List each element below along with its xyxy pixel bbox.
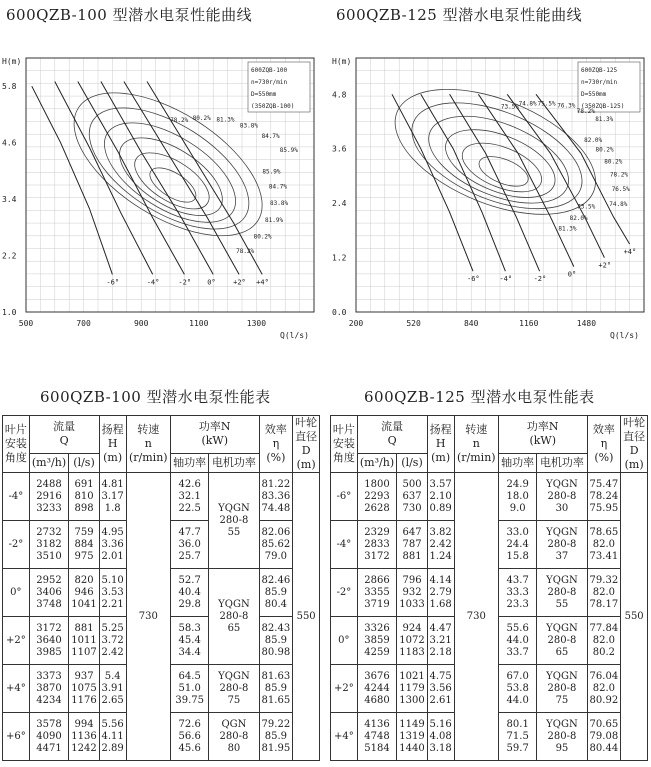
cell-shaft-power: 58.3 45.4 34.4 — [170, 617, 208, 665]
y-axis-label: H(m) — [2, 57, 22, 66]
cell-shaft-power: 42.6 32.1 22.5 — [170, 473, 208, 521]
cell-angle: -2° — [3, 521, 30, 569]
cell-motor-power: YQGN 280-8 95 — [537, 713, 587, 761]
efficiency-label: 78.2% — [576, 107, 595, 115]
header-flow: 流量 Q — [357, 416, 427, 454]
performance-table-right — [330, 415, 648, 761]
cell-angle: +4° — [331, 713, 358, 761]
efficiency-label: 78.2% — [236, 248, 255, 256]
y-tick-label: 1.0 — [2, 308, 17, 317]
efficiency-label: 78.2% — [609, 171, 628, 179]
header-angle: 叶片 安装 角度 — [3, 416, 30, 473]
curve-angle-label: -4° — [499, 275, 513, 284]
info-text: n=730r/min — [581, 79, 618, 86]
x-tick-label: 1160 — [519, 319, 539, 328]
cell-motor-power: YQGN 280-8 65 — [209, 569, 259, 665]
cell-shaft-power: 47.7 36.0 25.7 — [170, 521, 208, 569]
cell-flow-m3h: 2952 3406 3748 — [29, 569, 69, 617]
hq-curve — [147, 82, 262, 275]
cell-head: 5.25 3.72 2.42 — [99, 617, 126, 665]
efficiency-label: 84.7% — [261, 132, 280, 140]
cell-efficiency: 75.47 78.24 75.95 — [587, 473, 621, 521]
efficiency-contour — [475, 151, 532, 193]
cell-efficiency: 82.06 85.62 79.0 — [259, 521, 293, 569]
header-flow-m3h: (m³/h) — [357, 453, 397, 472]
efficiency-label: 83.8% — [239, 122, 258, 130]
cell-motor-power: YQGN 280-8 55 — [209, 473, 259, 569]
header-flow: 流量 Q — [29, 416, 99, 454]
hq-curve — [101, 82, 213, 275]
curve-angle-label: +2° — [233, 278, 246, 287]
header-head: 扬程 H (m) — [427, 416, 454, 473]
efficiency-label: 80.2% — [604, 158, 623, 166]
hq-curve — [55, 82, 153, 275]
cell-flow-ls: 1021 1179 1300 — [397, 665, 427, 713]
cell-angle: +2° — [3, 617, 30, 665]
efficiency-label: 80.2% — [253, 233, 272, 241]
cell-motor-power: YQGN 280-8 75 — [537, 665, 587, 713]
cell-flow-m3h: 2329 2833 3172 — [357, 521, 397, 569]
cell-flow-m3h: 3578 4090 4471 — [29, 713, 69, 761]
y-tick-label: 2.4 — [332, 199, 347, 209]
cell-shaft-power: 52.7 40.4 29.8 — [170, 569, 208, 617]
cell-flow-m3h: 2732 3182 3510 — [29, 521, 69, 569]
x-tick-label: 500 — [18, 319, 34, 328]
efficiency-label: 76.3% — [557, 102, 576, 110]
y-tick-label: 4.8 — [332, 90, 347, 100]
efficiency-label: 81.9% — [265, 217, 284, 225]
cell-flow-m3h: 3326 3859 4259 — [357, 617, 397, 665]
table-title-right: 600QZB-125 型潜水电泵性能表 — [364, 388, 595, 406]
cell-efficiency: 81.63 85.9 81.65 — [259, 665, 293, 713]
cell-flow-m3h: 2488 2916 3233 — [29, 473, 69, 521]
cell-speed: 730 — [454, 473, 498, 761]
cell-head: 5.56 4.11 2.89 — [99, 713, 126, 761]
cell-speed: 730 — [126, 473, 170, 761]
cell-shaft-power: 24.9 18.0 9.0 — [498, 473, 536, 521]
cell-angle: +4° — [3, 665, 30, 713]
cell-angle: 0° — [3, 569, 30, 617]
efficiency-label: 75.5% — [537, 100, 556, 108]
cell-shaft-power: 72.6 56.6 45.6 — [170, 713, 208, 761]
efficiency-label: 82.0% — [569, 214, 588, 222]
x-tick-label: 200 — [348, 319, 364, 328]
cell-flow-ls: 994 1136 1242 — [69, 713, 99, 761]
table-title-left: 600QZB-100 型潜水电泵性能表 — [40, 388, 271, 406]
cell-angle: -2° — [331, 569, 358, 617]
header-speed: 转速 n (r/min) — [126, 416, 170, 473]
chart-title-right: 600QZB-125 型潜水电泵性能曲线 — [336, 6, 583, 24]
header-power: 功率N (kW) — [170, 416, 259, 454]
hq-curve — [421, 94, 506, 271]
hq-curve — [392, 94, 473, 271]
header-flow-m3h: (m³/h) — [29, 453, 69, 472]
curve-angle-label: +2° — [598, 261, 612, 270]
header-flow-ls: (l/s) — [397, 453, 427, 472]
cell-efficiency: 77.84 82.0 80.2 — [587, 617, 621, 665]
y-tick-label: 3.4 — [2, 195, 17, 205]
efficiency-label: 80.2% — [595, 146, 614, 154]
x-tick-label: 700 — [76, 319, 91, 328]
cell-motor-power: QGN 280-8 80 — [209, 713, 259, 761]
header-head: 扬程 H (m) — [99, 416, 126, 473]
cell-shaft-power: 33.0 24.4 15.8 — [498, 521, 536, 569]
cell-efficiency: 79.32 82.0 78.17 — [587, 569, 621, 617]
cell-efficiency: 79.22 85.9 81.95 — [259, 713, 293, 761]
header-diameter: 叶轮 直径 D (m) — [293, 416, 320, 473]
cell-angle: +2° — [331, 665, 358, 713]
efficiency-label: 73.5% — [577, 203, 596, 211]
x-tick-label: 900 — [133, 319, 149, 328]
efficiency-label: 83.8% — [270, 200, 289, 208]
curve-angle-label: -4° — [146, 278, 160, 287]
efficiency-contour — [436, 116, 565, 211]
table-row — [331, 473, 648, 521]
header-speed: 转速 n (r/min) — [454, 416, 498, 473]
curve-angle-label: -2° — [178, 278, 192, 287]
cell-efficiency: 70.65 79.08 80.44 — [587, 713, 621, 761]
cell-efficiency: 82.46 85.9 80.4 — [259, 569, 293, 617]
cell-head: 4.75 3.56 2.61 — [427, 665, 454, 713]
header-efficiency: 效率 η (%) — [259, 416, 293, 473]
cell-efficiency: 82.43 85.9 80.98 — [259, 617, 293, 665]
efficiency-label: 73.5% — [500, 103, 519, 111]
cell-flow-m3h: 3676 4244 4680 — [357, 665, 397, 713]
cell-flow-ls: 881 1011 1107 — [69, 617, 99, 665]
cell-head: 5.10 3.53 2.21 — [99, 569, 126, 617]
cell-head: 5.16 4.08 3.18 — [427, 713, 454, 761]
efficiency-label: 78.2% — [170, 117, 189, 124]
efficiency-label: 80.2% — [192, 114, 211, 122]
cell-angle: -4° — [3, 473, 30, 521]
cell-head: 4.14 2.79 1.68 — [427, 569, 454, 617]
cell-motor-power: YQGN 280-8 75 — [209, 665, 259, 713]
header-shaft-power: 轴功率 — [170, 453, 208, 472]
curve-angle-label: -6° — [467, 275, 480, 284]
cell-shaft-power: 55.6 44.0 33.7 — [498, 617, 536, 665]
curve-angle-label: -6° — [106, 278, 120, 287]
cell-efficiency: 81.22 83.36 74.48 — [259, 473, 293, 521]
curve-angle-label: 0° — [207, 278, 216, 287]
efficiency-label: 84.7% — [268, 183, 287, 191]
y-axis-label: H(m) — [332, 57, 352, 66]
cell-flow-m3h: 3373 3870 4234 — [29, 665, 69, 713]
performance-table-left — [2, 415, 320, 761]
cell-efficiency: 76.04 82.0 80.92 — [587, 665, 621, 713]
y-tick-label: 2.2 — [2, 251, 17, 261]
info-text: D=550mm — [251, 91, 277, 98]
y-tick-label: 5.8 — [2, 82, 17, 92]
curve-angle-label: 0° — [567, 270, 577, 279]
cell-flow-ls: 937 1075 1176 — [69, 665, 99, 713]
cell-diameter: 550 — [621, 473, 648, 761]
info-text: D=550mm — [581, 91, 607, 98]
efficiency-label: 85.9% — [279, 147, 298, 155]
cell-shaft-power: 80.1 71.5 59.7 — [498, 713, 536, 761]
cell-efficiency: 78.65 82.0 73.41 — [587, 521, 621, 569]
cell-head: 4.81 3.17 1.8 — [99, 473, 126, 521]
cell-head: 4.95 3.36 2.01 — [99, 521, 126, 569]
curve-angle-label: -2° — [533, 275, 547, 284]
cell-shaft-power: 67.0 53.8 44.0 — [498, 665, 536, 713]
header-efficiency: 效率 η (%) — [587, 416, 621, 473]
efficiency-label: 81.3% — [216, 116, 235, 124]
cell-angle: -4° — [331, 521, 358, 569]
efficiency-label: 85.9% — [262, 168, 281, 176]
x-axis-label: Q(l/s) — [610, 331, 639, 340]
cell-shaft-power: 64.5 51.0 39.75 — [170, 665, 208, 713]
info-text: 600ZQB-125 — [581, 67, 618, 74]
cell-head: 5.4 3.91 2.65 — [99, 665, 126, 713]
cell-motor-power: YQGN 280-8 65 — [537, 617, 587, 665]
table-row — [3, 473, 320, 521]
efficiency-label: 74.8% — [609, 201, 628, 209]
cell-flow-ls: 500 637 730 — [397, 473, 427, 521]
cell-flow-ls: 796 932 1033 — [397, 569, 427, 617]
cell-flow-ls: 759 884 975 — [69, 521, 99, 569]
efficiency-label: 76.5% — [611, 186, 630, 194]
cell-flow-ls: 1149 1319 1440 — [397, 713, 427, 761]
cell-head: 4.47 3.21 2.18 — [427, 617, 454, 665]
cell-flow-ls: 691 810 898 — [69, 473, 99, 521]
header-flow-ls: (l/s) — [69, 453, 99, 472]
cell-angle: +6° — [3, 713, 30, 761]
x-tick-label: 1300 — [246, 319, 267, 328]
cell-flow-ls: 820 946 1041 — [69, 569, 99, 617]
curve-angle-label: +4° — [623, 247, 637, 256]
y-tick-label: 3.6 — [332, 144, 347, 154]
cell-angle: -6° — [331, 473, 358, 521]
efficiency-label: 82.0% — [584, 137, 603, 144]
header-angle: 叶片 安装 角度 — [331, 416, 358, 473]
header-motor-power: 电机功率 — [209, 453, 259, 472]
efficiency-contour — [107, 122, 235, 231]
x-tick-label: 1480 — [576, 319, 597, 328]
cell-head: 3.57 2.10 0.89 — [427, 473, 454, 521]
hq-curve — [78, 82, 185, 275]
header-motor-power: 电机功率 — [537, 453, 587, 472]
info-text: (350ZQB-100) — [251, 103, 295, 110]
y-tick-label: 0.0 — [332, 308, 347, 317]
efficiency-label: 81.3% — [595, 116, 614, 123]
x-axis-label: Q(l/s) — [280, 331, 309, 340]
header-diameter: 叶轮 直径 D (m) — [621, 416, 648, 473]
cell-motor-power: YQGN 280-8 55 — [537, 569, 587, 617]
cell-motor-power: YQGN 280-8 37 — [537, 521, 587, 569]
cell-flow-m3h: 2866 3355 3719 — [357, 569, 397, 617]
cell-flow-m3h: 4136 4748 5184 — [357, 713, 397, 761]
chart-title-left: 600QZB-100 型潜水电泵性能曲线 — [6, 6, 253, 24]
x-tick-label: 840 — [463, 319, 479, 328]
curve-angle-label: +4° — [256, 278, 269, 287]
cell-motor-power: YQGN 280-8 30 — [537, 473, 587, 521]
header-power: 功率N (kW) — [498, 416, 587, 454]
y-tick-label: 1.2 — [332, 253, 347, 263]
efficiency-label: 74.8% — [518, 100, 537, 108]
info-text: 600ZQB-100 — [251, 67, 288, 74]
chart-600qzb-100 — [0, 40, 320, 355]
chart-600qzb-125 — [330, 40, 650, 355]
info-text: (350ZQB-125) — [581, 103, 625, 110]
cell-flow-ls: 924 1072 1183 — [397, 617, 427, 665]
x-tick-label: 1100 — [189, 319, 209, 328]
cell-head: 3.82 2.42 1.24 — [427, 521, 454, 569]
cell-diameter: 550 — [293, 473, 320, 761]
cell-angle: 0° — [331, 617, 358, 665]
cell-shaft-power: 43.7 33.3 23.3 — [498, 569, 536, 617]
cell-flow-ls: 647 787 881 — [397, 521, 427, 569]
cell-flow-m3h: 1800 2293 2628 — [357, 473, 397, 521]
efficiency-contour — [126, 142, 218, 220]
cell-flow-m3h: 3172 3640 3985 — [29, 617, 69, 665]
header-shaft-power: 轴功率 — [498, 453, 536, 472]
y-tick-label: 4.6 — [2, 138, 17, 148]
x-tick-label: 520 — [406, 319, 421, 328]
info-text: n=730r/min — [251, 79, 288, 86]
efficiency-label: 81.3% — [558, 225, 577, 233]
